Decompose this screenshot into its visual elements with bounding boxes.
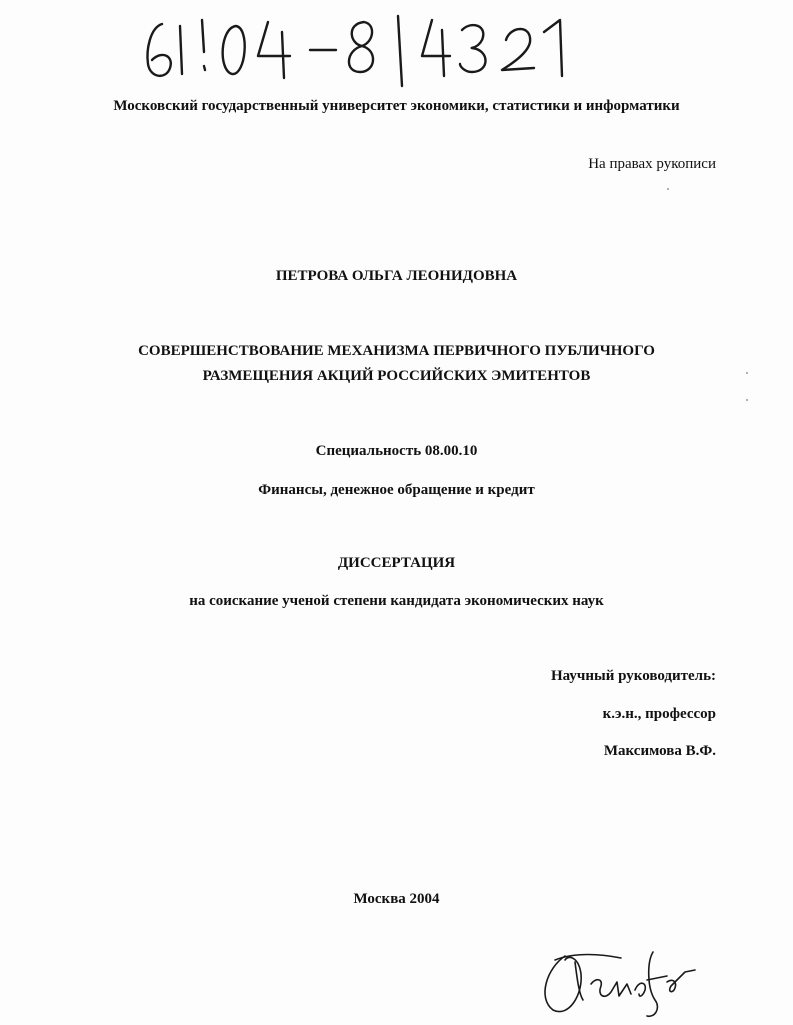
document-type: ДИССЕРТАЦИЯ [337,555,456,571]
degree-line: на соискание ученой степени кандидата экономических наук [189,593,604,609]
manuscript-note: На правах рукописи [588,156,716,172]
scan-speck [746,372,748,374]
author-name: ПЕТРОВА ОЛЬГА ЛЕОНИДОВНА [275,268,518,284]
specialty-code: Специальность 08.00.10 [315,443,478,459]
city-year: Москва 2004 [353,891,440,907]
signature-mark [535,938,700,1018]
scan-speck [746,399,748,401]
university-name: Московский государственный университет экономики, статистики и информатики [113,98,680,114]
title-line-1: СОВЕРШЕНСТВОВАНИЕ МЕХАНИЗМА ПЕРВИЧНОГО ПУБЛИЧНОГО [138,343,655,359]
handwritten-archive-code [140,6,580,90]
supervisor-rank: к.э.н., профессор [602,706,716,722]
supervisor-label: Научный руководитель: [551,668,716,684]
scan-speck [667,188,669,190]
title-line-2: РАЗМЕЩЕНИЯ АКЦИЙ РОССИЙСКИХ ЭМИТЕНТОВ [202,368,591,384]
specialty-name: Финансы, денежное обращение и кредит [258,482,535,498]
supervisor-name: Максимова В.Ф. [603,743,716,759]
dissertation-title [0,339,793,389]
